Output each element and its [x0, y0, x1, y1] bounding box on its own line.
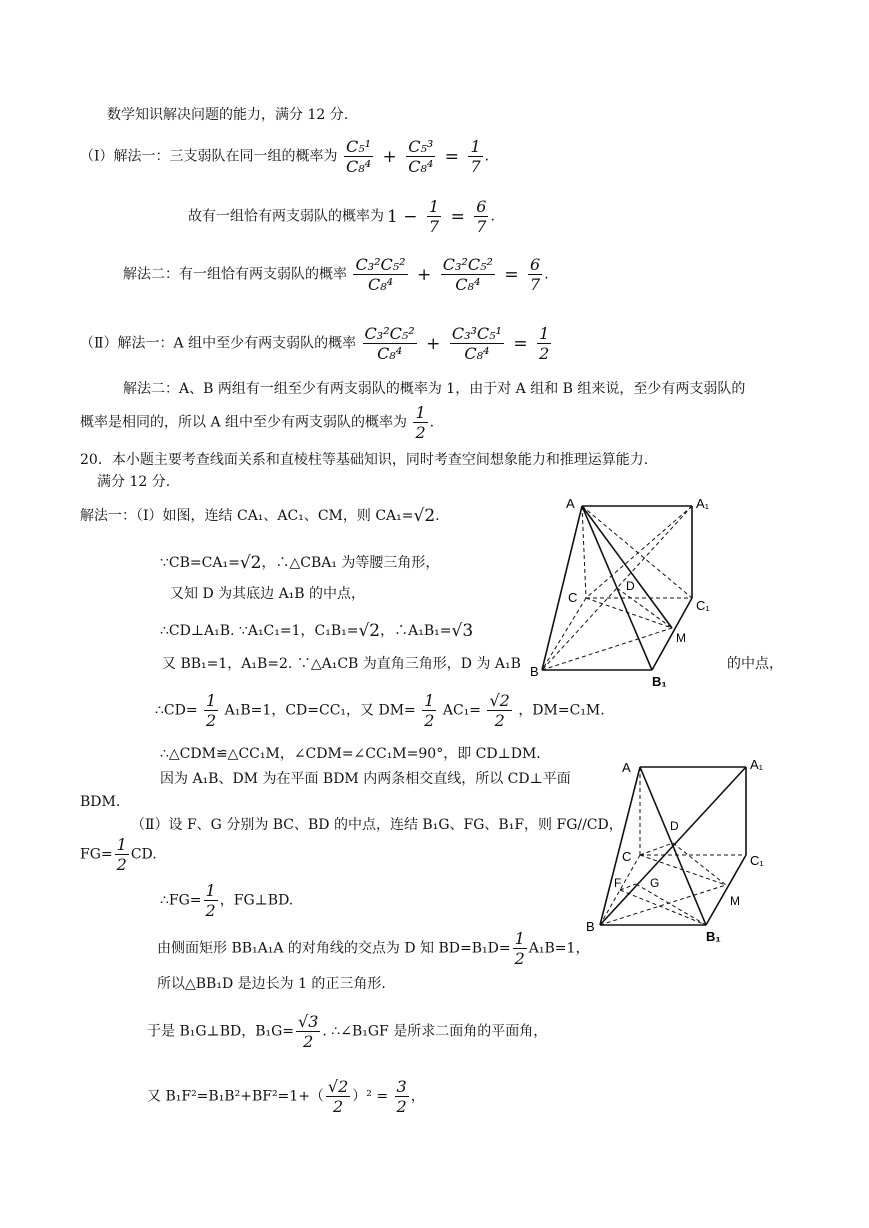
label-B1: B₁ [706, 929, 721, 944]
label-C1: C₁ [750, 853, 764, 868]
text-a: ∴FG= [160, 892, 202, 909]
text-a: 由侧面矩形 BB₁A₁A 的对角线的交点为 D 知 BD=B₁D= [157, 940, 511, 957]
label-C: C [622, 849, 632, 864]
prism-figure-2 [578, 755, 798, 945]
denominator: 2 [514, 949, 525, 968]
lead-text: （Ⅱ）解法一：A 组中至少有两支弱队的概率 [80, 335, 357, 352]
full-score: 满分 12 分. [97, 474, 171, 490]
denominator: C₈⁴ [408, 157, 434, 176]
text-a: 于是 B₁G⊥BD，B₁G= [147, 1023, 295, 1040]
prism-figure-1 [520, 490, 740, 690]
label-M: M [730, 894, 740, 908]
numerator: 1 [470, 137, 481, 156]
sqrt-value: √2 [358, 621, 381, 641]
fraction [487, 692, 511, 729]
fraction [296, 1013, 320, 1050]
text-b: A₁B=1，CD=CC₁，又 DM= [224, 702, 416, 719]
denominator: C₈⁴ [367, 275, 394, 294]
numerator: 1 [539, 324, 550, 343]
numerator: 1 [116, 835, 127, 854]
lead-text: （Ⅰ）解法一：三支弱队在同一组的概率为 [80, 148, 338, 165]
fraction [474, 198, 488, 235]
fraction [427, 198, 441, 235]
part2-method1-line: （Ⅱ）解法一：A 组中至少有两支弱队的概率 $\frac{\text{C₃²C₅²}}{\text{C₈⁴}}$ + $\frac{\text{C₃³C₅¹}}{\text{C₈⁴}}$ = $\frac{1}{2}$ [80, 324, 550, 363]
sol-line-15 [155, 692, 605, 729]
sol-line-21 [160, 882, 293, 919]
one-minus: 1 − [387, 206, 418, 227]
sqrt-value: √2 [413, 506, 436, 526]
label-A1: A₁ [750, 757, 764, 772]
label-G: G [650, 876, 660, 890]
fraction [353, 256, 407, 293]
sol-line-11 [160, 554, 439, 572]
label-C: C [568, 590, 578, 605]
fraction [537, 325, 551, 362]
fraction [450, 325, 504, 362]
part1-method2-line: 解法二：有一组恰有两支弱队的概率 $\frac{\text{C₃²C₅²}}{\text{C₈⁴}}$ + $\frac{\text{C₃²C₅²}}{\text{C₈⁴}}$ = $\frac{6}{7}$ . [123, 255, 549, 294]
sol-line-25 [147, 1078, 425, 1115]
sol-line-14: 又 BB₁=1，A₁B=2. ∵△A₁CB 为直角三角形，D 为 A₁B [162, 656, 521, 672]
sol-line-12: 又知 D 为其底边 A₁B 的中点， [170, 586, 366, 602]
numerator: 1 [424, 691, 435, 710]
numerator: √2 [489, 691, 510, 710]
denominator: 2 [396, 1097, 407, 1116]
denominator: 2 [205, 901, 216, 920]
numerator: C₃³C₅¹ [451, 324, 502, 343]
text-a: ∴CD= [155, 702, 198, 719]
text-b: ，∴A₁B₁= [380, 623, 452, 639]
text-a: ∴CD⊥A₁B. ∵A₁C₁=1，C₁B₁= [160, 623, 359, 639]
text-a: ∵CB=CA₁= [160, 555, 240, 571]
text-b: ，FG⊥BD. [219, 892, 294, 909]
sqrt-value: √2 [239, 553, 262, 573]
sol-line-22 [157, 930, 589, 967]
fraction [326, 1078, 350, 1115]
numerator: 6 [476, 197, 487, 216]
numerator: √2 [327, 1077, 349, 1096]
text-d: ，DM=C₁M. [518, 702, 605, 719]
text-b: CD. [130, 846, 157, 863]
denominator: 2 [424, 711, 435, 730]
problem-20-intro: 20．本小题主要考查线面关系和直棱柱等基础知识，同时考查空间想象能力和推理运算能力. [80, 452, 649, 468]
denominator: 2 [333, 1097, 344, 1116]
sol-line-18: BDM. [80, 794, 121, 810]
fraction [204, 692, 218, 729]
sol-line-14-tail: 的中点， [727, 656, 783, 672]
sol-line-17: 因为 A₁B、DM 为在平面 BDM 内两条相交直线，所以 CD⊥平面 [160, 771, 571, 787]
numerator: C₅¹ [345, 137, 372, 156]
label-B1: B₁ [652, 674, 667, 689]
sqrt-value: √3 [451, 621, 474, 641]
fraction [422, 692, 436, 729]
numerator: 6 [530, 255, 541, 274]
numerator: C₃²C₅² [355, 255, 406, 274]
numerator: C₃²C₅² [442, 255, 493, 274]
label-B: B [586, 919, 595, 934]
label-A: A [566, 496, 575, 511]
denominator: 2 [116, 855, 127, 874]
denominator: 7 [428, 217, 440, 236]
denominator: 2 [494, 711, 505, 730]
label-B: B [530, 664, 539, 679]
denominator: 2 [539, 344, 550, 363]
text-b: A₁B=1， [528, 940, 590, 957]
part1-method1-line: （Ⅰ）解法一：三支弱队在同一组的概率为 $\frac{\text{C₅¹}}{\text{C₈⁴}}$ + $\frac{\text{C₅³}}{\text{C₈⁴}}$ = $\frac{1}{7}$ . [80, 137, 490, 176]
label-D: D [626, 579, 635, 593]
fraction [513, 930, 527, 967]
lead-text: 解法一：（Ⅰ）如图，连结 CA₁、AC₁、CM，则 CA₁= [80, 508, 414, 524]
numerator: 3 [396, 1077, 407, 1096]
text-a: 又 B₁F²=B₁B²+BF²=1+（ [147, 1088, 324, 1105]
fraction [115, 836, 129, 873]
sol-line-10: 解法一：（Ⅰ）如图，连结 CA₁、AC₁、CM，则 CA₁=√2. [80, 506, 440, 526]
part2-method2-cont: 概率是相同的，所以 A 组中至少有两支弱队的概率为 $\frac{1}{2}$ . [80, 403, 435, 442]
part2-method2-line: 解法二：A、B 两组有一组至少有两支弱队的概率为 1，由于对 A 组和 B 组来说，至少有两支弱队的 [123, 381, 746, 397]
denominator: 2 [415, 423, 426, 442]
sol-line-24 [147, 1013, 547, 1050]
label-D: D [670, 819, 679, 833]
sol-line-19: （Ⅱ）设 F、G 分别为 BC、BD 的中点，连结 B₁G、FG、B₁F，则 FG//CD， [131, 817, 623, 833]
text-b: . ∴∠B₁GF 是所求二面角的平面角， [322, 1023, 548, 1040]
part1-method1-result: 故有一组恰有两支弱队的概率为 1 − $\frac{1}{7}$ = $\frac{6}{7}$ . [188, 197, 495, 236]
label-A1: A₁ [696, 496, 710, 511]
denominator: C₈⁴ [377, 344, 403, 363]
numerator: C₃²C₅² [364, 324, 415, 343]
denominator: C₈⁴ [464, 344, 490, 363]
lead-text: 故有一组恰有两支弱队的概率为 [188, 208, 384, 225]
sol-line-20 [80, 836, 157, 873]
label-M: M [676, 631, 686, 645]
lead-text: 概率是相同的，所以 A 组中至少有两支弱队的概率为 [80, 414, 408, 431]
denominator: 7 [530, 275, 541, 294]
text-c: ， [410, 1088, 425, 1105]
fraction [468, 138, 482, 175]
sol-line-16: ∴△CDM≌△CC₁M，∠CDM=∠CC₁M=90°，即 CD⊥DM. [160, 746, 541, 762]
numerator: 1 [206, 691, 217, 710]
numerator: √3 [298, 1012, 319, 1031]
sol-line-13 [160, 622, 473, 640]
denominator: C₈⁴ [455, 275, 481, 294]
lead-text: 解法二：有一组恰有两支弱队的概率 [123, 266, 347, 283]
text-b: ，∴△CBA₁ 为等腰三角形， [261, 555, 440, 571]
fraction [528, 256, 542, 293]
text-b: ）² = [352, 1088, 389, 1105]
fraction [406, 138, 435, 175]
denominator: 2 [303, 1032, 314, 1051]
label-A: A [622, 760, 631, 775]
numerator: 1 [205, 881, 216, 900]
numerator: 1 [415, 403, 426, 422]
text-line-1: 数学知识解决问题的能力，满分 12 分. [107, 107, 349, 123]
fraction [204, 882, 218, 919]
denominator: 2 [206, 711, 217, 730]
fraction [413, 404, 427, 441]
sol-line-23: 所以△BB₁D 是边长为 1 的正三角形. [157, 976, 386, 992]
fraction [441, 256, 495, 293]
text-a: FG= [80, 846, 113, 863]
fraction [363, 325, 417, 362]
numerator: 1 [514, 929, 525, 948]
label-F: F [614, 876, 622, 890]
label-C1: C₁ [696, 598, 710, 613]
text-c: AC₁= [442, 702, 482, 719]
denominator: 7 [476, 217, 487, 236]
numerator: 1 [428, 197, 440, 216]
fraction [344, 138, 373, 175]
numerator: C₅³ [408, 137, 434, 156]
denominator: C₈⁴ [345, 157, 372, 176]
fraction [395, 1078, 409, 1115]
denominator: 7 [470, 157, 481, 176]
